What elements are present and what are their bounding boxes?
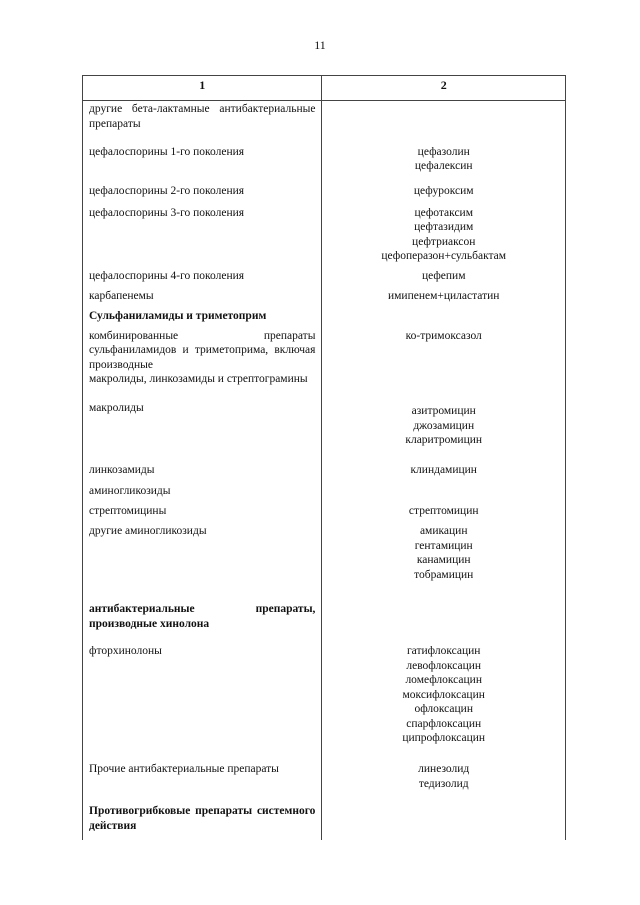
table-row (83, 372, 566, 401)
header-col-1: 1 (83, 76, 322, 101)
table-row (83, 463, 566, 484)
table-row (83, 145, 566, 184)
section-heading: Противогрибковые препараты системного действия (83, 804, 322, 840)
drug-list: гатифлоксацин левофлоксацин ломефлоксацин моксифлоксацин офлоксацин спарфлоксацин ципрофлоксацин (322, 644, 566, 762)
table-row (83, 309, 566, 326)
table-row (83, 484, 566, 504)
group-name: линкозамиды (83, 463, 322, 484)
table-row (83, 762, 566, 804)
drug-list (322, 101, 566, 145)
group-name: цефалоспорины 1-го поколения (83, 145, 322, 184)
group-name: цефалоспорины 2-го поколения (83, 184, 322, 206)
table-row (83, 504, 566, 524)
group-name: цефалоспорины 4-го поколения (83, 269, 322, 289)
table-row (83, 644, 566, 762)
group-name: стрептомицины (83, 504, 322, 524)
drug-list (322, 309, 566, 326)
header-col-2: 2 (322, 76, 566, 101)
table-header (83, 76, 566, 101)
page-number: 11 (314, 38, 326, 52)
drug-list: цефепим (322, 269, 566, 289)
section-heading: Сульфаниламиды и триметоприм (83, 309, 322, 326)
group-name: карбапенемы (83, 289, 322, 309)
table-row (83, 206, 566, 269)
drug-list: клиндамицин (322, 463, 566, 484)
drug-list: амикацин гентамицин канамицин тобрамицин (322, 524, 566, 602)
drug-list (322, 372, 566, 401)
group-name: макролиды (83, 401, 322, 463)
table-row (83, 804, 566, 840)
drug-list: ко-тримоксазол (322, 326, 566, 373)
drug-list: имипенем+циластатин (322, 289, 566, 309)
drug-table (82, 75, 566, 840)
drug-list (322, 804, 566, 840)
drug-list: стрептомицин (322, 504, 566, 524)
group-name: аминогликозиды (83, 484, 322, 504)
drug-list: цефотаксим цефтазидим цефтриаксон цефоперазон+сульбактам (322, 206, 566, 269)
drug-list (322, 484, 566, 504)
group-name: другие аминогликозиды (83, 524, 322, 602)
table-row (83, 289, 566, 309)
group-name: цефалоспорины 3-го поколения (83, 206, 322, 269)
table-row (83, 269, 566, 289)
drug-list (322, 602, 566, 644)
table-body (83, 101, 566, 841)
table-row (83, 184, 566, 206)
group-name: другие бета-лактамные антибактериальные препараты (83, 101, 322, 145)
drug-list: линезолид тедизолид (322, 762, 566, 804)
table-row (83, 524, 566, 602)
group-name: фторхинолоны (83, 644, 322, 762)
drug-list: азитромицин джозамицин кларитромицин (322, 401, 566, 463)
group-name: комбинированные препараты сульфаниламидов и триметоприма, включая производные (83, 326, 322, 373)
group-name: Прочие антибактериальные препараты (83, 762, 322, 804)
table-row (83, 602, 566, 644)
table-row (83, 326, 566, 373)
section-heading: антибактериальные препараты, производные хинолона (83, 602, 322, 644)
group-name: макролиды, линкозамиды и стрептограмины (83, 372, 322, 401)
drug-list: цефуроксим (322, 184, 566, 206)
table-row (83, 401, 566, 463)
table-row (83, 101, 566, 145)
drug-list: цефазолин цефалексин (322, 145, 566, 184)
